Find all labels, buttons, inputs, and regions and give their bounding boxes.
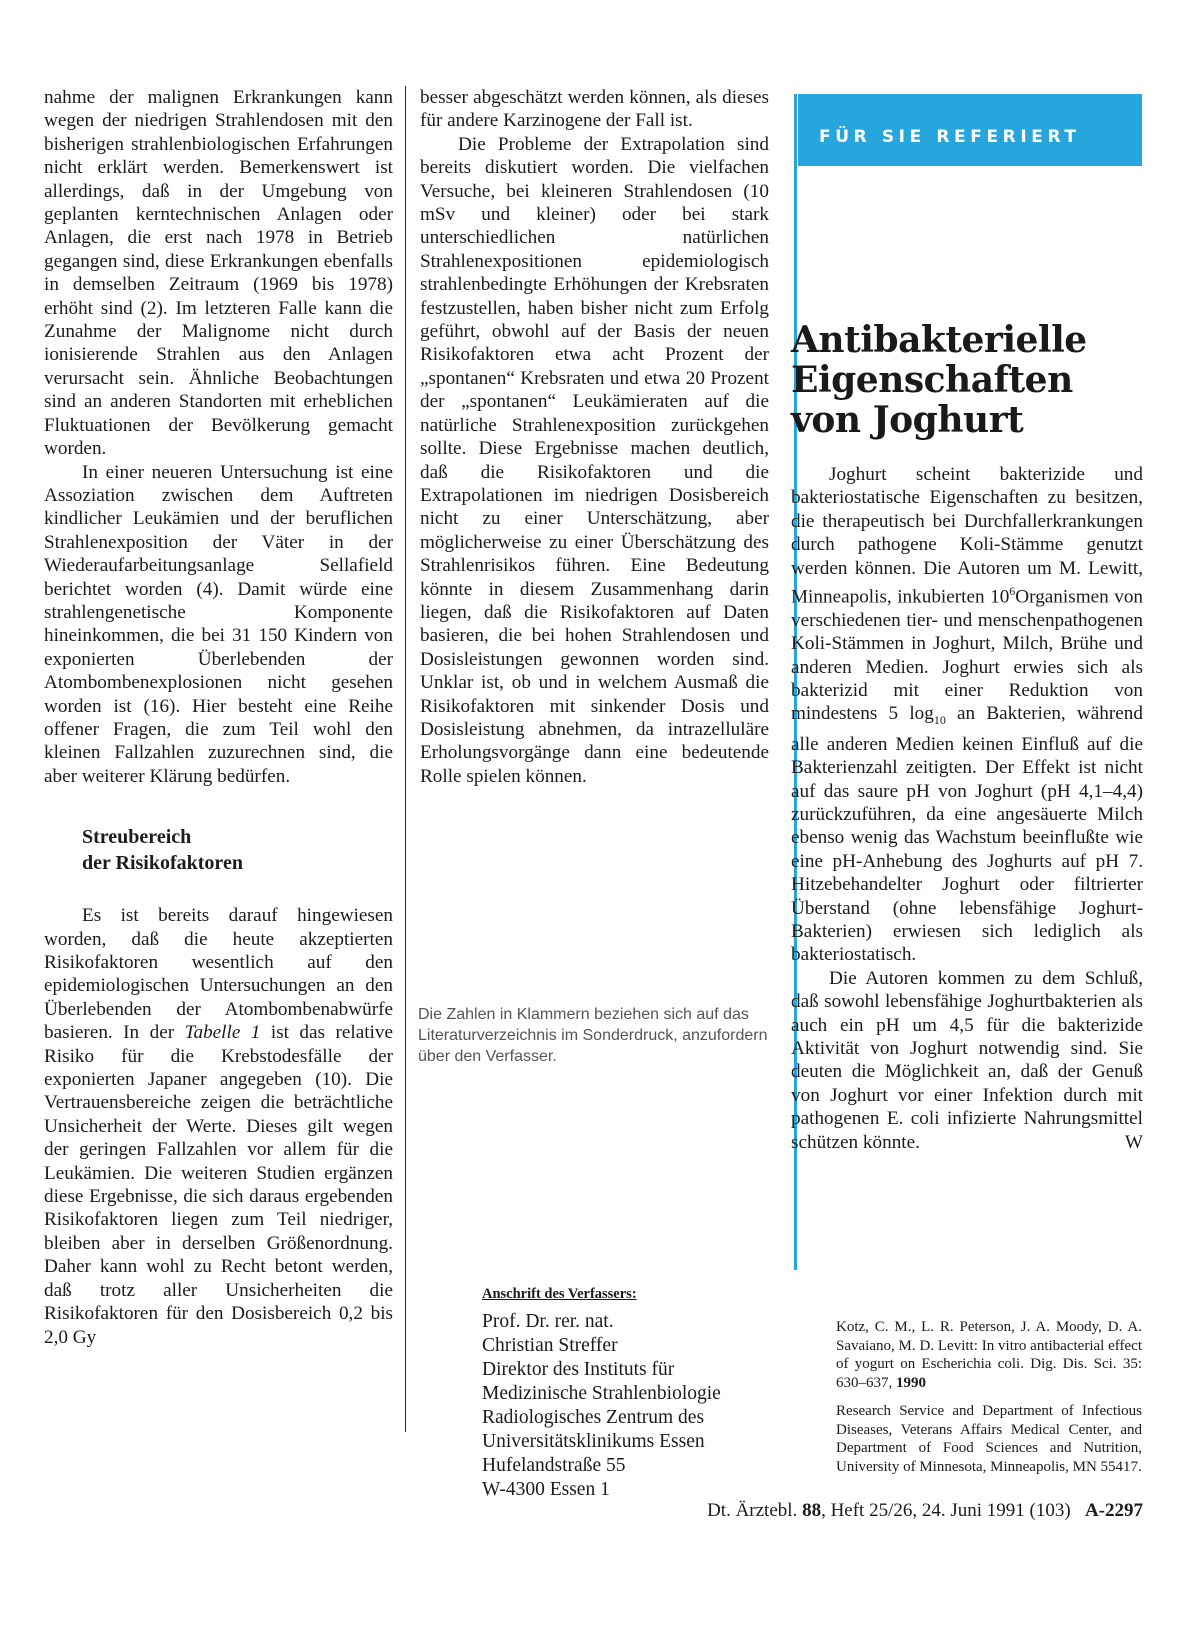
address-line: W-4300 Essen 1	[482, 1479, 610, 1500]
col1-paragraph-3	[44, 904, 393, 1349]
footnote-note: Die Zahlen in Klammern beziehen sich auf das Literaturverzeichnis im Sonderdruck, anzufordern über den Verfasser.	[418, 1006, 768, 1065]
col1-paragraph-1: nahme der malignen Erkrankungen kann wegen der niedrigen Strahlendosen mit den bisherigen strahlenbiologischen Erfahrungen nicht erklärt werden. Bemerkenswert ist allerdings, daß in der Umgebung von geplanten kerntechnischen Anlagen oder Anlagen, die erst nach 1978 in Betrieb gegangen sind, diese Erkrankungen ebenfalls in demselben Zeitraum (1969 bis 1978) erhöht sind (2). Im letzteren Falle kann die Zunahme der Malignome nicht durch ionisierende Strahlen aus den Anlagen verursacht sein. Ähnliche Beobachtungen sind an anderen Standorten mit erheblichen Fluktuationen der Bevölkerung gemacht worden.	[44, 87, 393, 460]
footer-volume: 88	[802, 1500, 822, 1521]
address-line: Hufelandstraße 55	[482, 1455, 626, 1476]
col3-paragraph-1	[791, 463, 1143, 967]
column-divider-1	[405, 86, 406, 1432]
col3-paragraph-1-c: an Bakterien, während alle anderen Medien keinen Einfluß auf die Bakterienzahl zeitigten. Der Effekt ist nicht auf das saure pH von Joghurt (pH 4,1–4,4) zurückzuführen, da eine angesäuerte Milch ebenso wenig das Wachstum beeinflußte wie eine pH-Anhebung des Joghurts auf pH 7. Hitzebehandelter Joghurt oder filtrierter Überstand (ohne lebensfähige Joghurt-Bakterien) erwiesen sich lediglich als bakteriostatisch.	[791, 703, 1143, 966]
col2-paragraph-1: besser abgeschätzt werden können, als dieses für andere Karzinogene der Fall ist.	[420, 87, 769, 132]
section-heading	[44, 824, 393, 876]
reference-affiliation: Research Service and Department of Infectious Diseases, Veterans Affairs Medical Center, and Department of Food Sciences and Nutrition, University of Minnesota, Minneapolis, MN 55417.	[836, 1403, 1142, 1475]
address-line: Universitätsklinikums Essen	[482, 1431, 705, 1452]
col1-paragraph-3-a: Es ist bereits darauf hingewiesen worden, daß die heute akzeptierten Risikofaktoren wesentlich auf den epidemiologischen Untersuchungen an den Überlebenden der Atombombenabwürfe basieren. In der	[44, 905, 393, 1044]
footer-page-number: A-2297	[1084, 1500, 1143, 1521]
author-address	[482, 1282, 782, 1502]
table-reference: Tabelle 1	[184, 1022, 261, 1044]
section-heading-line-2: der Risikofaktoren	[82, 852, 243, 875]
address-line: Medizinische Strahlenbiologie	[482, 1383, 721, 1404]
article-title: Antibakterielle Eigenschaften von Joghurt	[791, 319, 1087, 441]
col3-paragraph-1-a: Joghurt scheint bakterizide und bakteriostatische Eigenschaften zu besitzen, die therapeutisch bei Durchfallerkrankungen durch pathogene Koli-Stämme genutzt werden können. Die Autoren um M. Lewitt, Minneapolis, inkubierten 10	[791, 464, 1143, 608]
author-initial: W	[1124, 1131, 1143, 1153]
reference-citation	[836, 1318, 1142, 1392]
footer-journal: Dt. Ärztebl.	[707, 1500, 798, 1521]
address-label: Anschrift des Verfassers:	[482, 1286, 637, 1302]
address-line: Prof. Dr. rer. nat.	[482, 1311, 614, 1332]
footer-issue: , Heft 25/26, 24. Juni 1991 (103)	[821, 1500, 1071, 1521]
column-2	[420, 86, 769, 788]
exponent: 6	[1009, 584, 1016, 599]
log-subscript: 10	[933, 713, 946, 728]
address-line: Christian Streffer	[482, 1335, 618, 1356]
col3-paragraph-2-text: Die Autoren kommen zu dem Schluß, daß sowohl lebensfähige Joghurtbakterien als auch ein pH um 4,5 für die bakterizide Aktivität von Joghurt notwendig sind. Sie deuten die Möglichkeit an, daß der Genuß von Joghurt vor einer Infektion durch mit pathogenen E. coli infizierte Nahrungsmittel schützen könnte.	[791, 967, 1143, 1153]
column-1	[44, 86, 393, 1349]
col1-paragraph-2: In einer neueren Untersuchung ist eine Assoziation zwischen dem Auftreten kindlicher Leukämien und der beruflichen Strahlenexposition der Väter in der Wiederaufarbeitungsanlage Sellafield berichtet worden (4). Damit würde eine strahlengenetische Komponente hineinkommen, die bei 31 150 Kindern von exponierten Überlebenden der Atombombenexplosionen nicht gesehen worden ist (16). Hier besteht eine Reihe offener Fragen, die zum Teil wohl den kleinen Fallzahlen zuzurechnen sind, die aber weiterer Klärung bedürfen.	[44, 461, 393, 787]
col3-paragraph-2	[791, 967, 1143, 1154]
column-3	[791, 463, 1143, 1154]
col2-paragraph-2: Die Probleme der Extrapolation sind bereits diskutiert worden. Die vielfachen Versuche, bei kleineren Strahlendosen (10 mSv und kleiner) oder bei stark unterschiedlichen natürlichen Strahlenexpositionen epidemiologisch strahlenbedingte Erhöhungen der Krebsraten festzustellen, haben bisher nicht zum Erfolg geführt, obwohl auf der Basis der neuen Risikofaktoren etwa acht Prozent der „spontanen“ Krebsraten und etwa 20 Prozent der „spontanen“ Leukämieraten auf die natürliche Strahlenexposition zurückgehen sollte. Diese Ergebnisse machen deutlich, daß die Risikofaktoren und die Extrapolationen im niedrigen Dosisbereich nicht zu einer Unterschätzung, aber möglicherweise zu einer Überschätzung des Strahlenrisikos führen. Eine Bedeutung könnte in diesem Zusammenhang darin liegen, daß die Risikofaktoren auf Daten basieren, die bei hohen Strahlendosen und Dosisleistungen gewonnen worden sind. Unklar ist, ob und in welchem Ausmaß die Risikofaktoren mit sinkender Dosis und Dosisleistung abnehmen, da intrazelluläre Erholungsvorgänge dann eine bedeutende Rolle spielen können.	[420, 133, 769, 787]
references	[836, 1318, 1142, 1486]
page-footer	[707, 1500, 1143, 1522]
reference-citation-text: Kotz, C. M., L. R. Peterson, J. A. Moody, D. A. Savaiano, M. D. Levitt: In vitro antibacterial effect of yogurt on Escherichia coli. Dig. Dis. Sci. 35: 630–637,	[836, 1319, 1142, 1391]
address-line: Direktor des Instituts für	[482, 1359, 675, 1380]
section-heading-line-1: Streubereich	[82, 826, 192, 849]
section-banner-label: FÜR SIE REFERIERT	[819, 127, 1081, 147]
reference-year: 1990	[896, 1374, 926, 1391]
address-line: Radiologisches Zentrum des	[482, 1407, 705, 1428]
col3-paragraph-1-b: Organismen von verschiedenen tier- und menschenpathogenen Koli-Stämmen in Joghurt, Milch, Brühe und anderen Medien. Joghurt erwies sich als bakterizid mit einer Reduktion von mindestens 5 log	[791, 586, 1144, 725]
col1-paragraph-3-b: ist das relative Risiko für die Krebstodesfälle der exponierten Japaner angegeben (10). Die Vertrauensbereiche zeigen die beträchtliche Unsicherheit der Werte. Dieses gilt wegen der geringen Fallzahlen vor allem für die Leukämien. Die weiteren Studien ergänzen diese Ergebnisse, die sich daraus ergebenden Risikofaktoren liegen zum Teil niedriger, bleiben aber in derselben Größenordnung. Daher kann wohl zu Recht betont werden, daß trotz aller Unsicherheiten die Risikofaktoren für den Dosisbereich 0,2 bis 2,0 Gy	[44, 1022, 393, 1348]
